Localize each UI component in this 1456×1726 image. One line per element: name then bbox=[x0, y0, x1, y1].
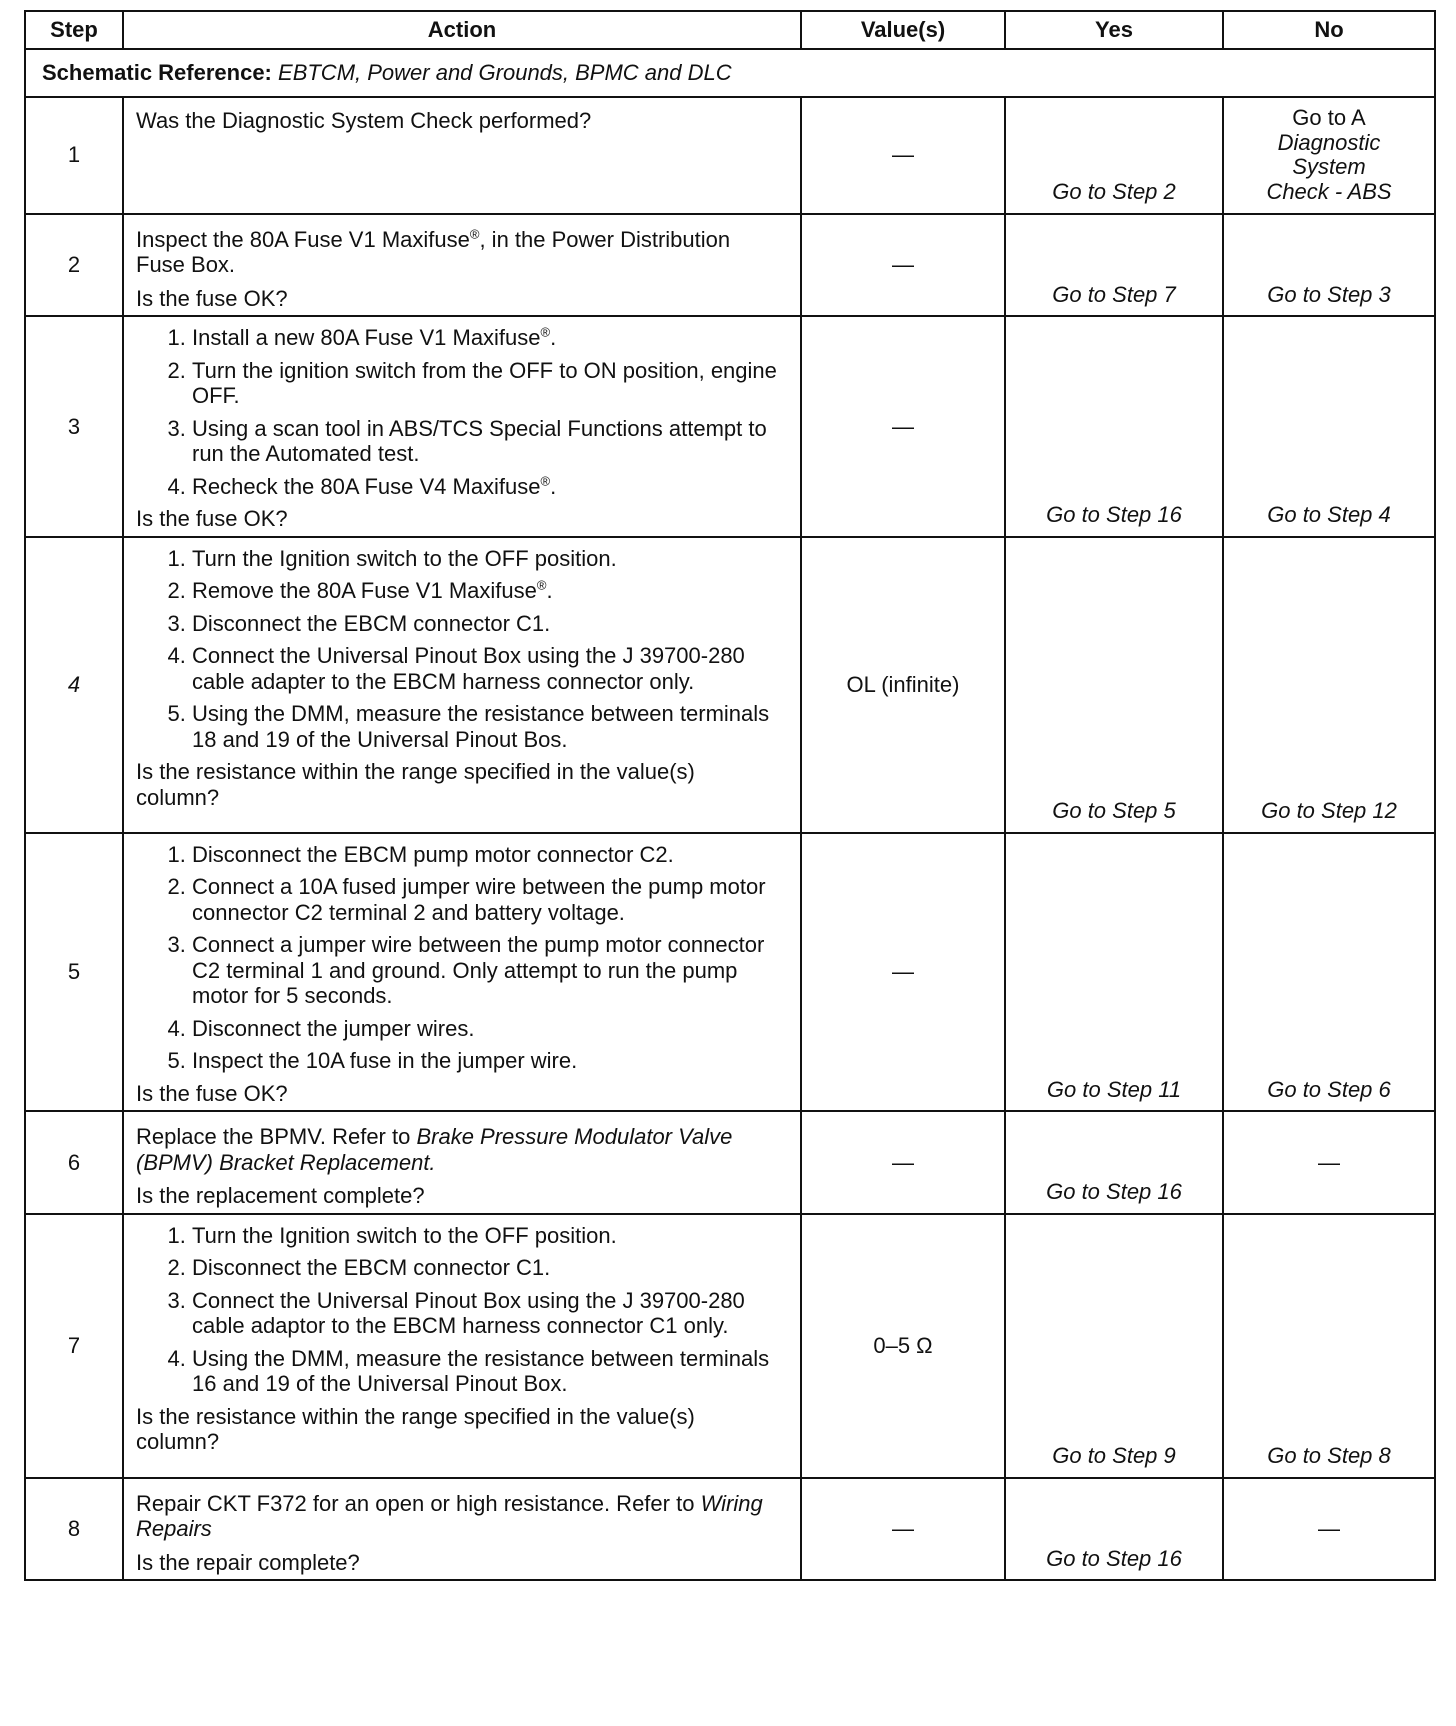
table-row bbox=[25, 1111, 1435, 1214]
table-row bbox=[25, 1478, 1435, 1581]
table-row bbox=[25, 214, 1435, 317]
action-cell bbox=[123, 214, 801, 317]
value-cell: — bbox=[801, 1111, 1005, 1214]
header-no: No bbox=[1223, 11, 1435, 49]
action-question: Is the repair complete? bbox=[136, 1549, 360, 1575]
action-question: Is the fuse OK? bbox=[136, 506, 288, 532]
yes-cell: Go to Step 9 bbox=[1005, 1214, 1223, 1478]
no-cell: — bbox=[1223, 1111, 1435, 1214]
step-number: 8 bbox=[25, 1478, 123, 1581]
action-item: 4. Disconnect the jumper wires. bbox=[192, 1016, 780, 1042]
action-text-reference: Wiring Repairs bbox=[136, 1490, 763, 1542]
no-cell: Go to Step 8 bbox=[1223, 1214, 1435, 1478]
action-text-plain: Replace the BPMV. Refer to bbox=[136, 1124, 417, 1150]
step-number: 2 bbox=[25, 214, 123, 317]
no-cell bbox=[1223, 97, 1435, 214]
table-row bbox=[25, 316, 1435, 537]
yes-cell: Go to Step 11 bbox=[1005, 833, 1223, 1112]
value-cell: — bbox=[801, 214, 1005, 317]
value-cell: — bbox=[801, 316, 1005, 537]
action-cell bbox=[123, 1214, 801, 1478]
action-item: 3. Using a scan tool in ABS/TCS Special Functions attempt to run the Automated test. bbox=[192, 416, 780, 467]
action-question: Is the resistance within the range specified in the value(s) column? bbox=[136, 1403, 695, 1455]
action-cell bbox=[123, 97, 801, 214]
action-list bbox=[136, 546, 780, 753]
action-item: 1. Disconnect the EBCM pump motor connector C2. bbox=[192, 842, 780, 868]
header-yes: Yes bbox=[1005, 11, 1223, 49]
no-cell: Go to Step 12 bbox=[1223, 537, 1435, 833]
action-item: 5. Using the DMM, measure the resistance between terminals 18 and 19 of the Universal Pinout Bos. bbox=[192, 701, 780, 752]
action-item: 2. Turn the ignition switch from the OFF to ON position, engine OFF. bbox=[192, 358, 780, 409]
value-cell: OL (infinite) bbox=[801, 537, 1005, 833]
action-item: 1. Turn the Ignition switch to the OFF position. bbox=[192, 546, 780, 572]
action-item: 4. Connect the Universal Pinout Box using the J 39700-280 cable adapter to the EBCM harness connector only. bbox=[192, 643, 780, 694]
action-item: 3. Connect the Universal Pinout Box using the J 39700-280 cable adaptor to the EBCM harness connector C1 only. bbox=[192, 1288, 780, 1339]
step-number: 5 bbox=[25, 833, 123, 1112]
yes-cell: Go to Step 2 bbox=[1005, 97, 1223, 214]
action-text: Was the Diagnostic System Check performed? bbox=[136, 108, 592, 133]
yes-cell: Go to Step 16 bbox=[1005, 1478, 1223, 1581]
schematic-text: EBTCM, Power and Grounds, BPMC and DLC bbox=[278, 60, 732, 86]
table-row bbox=[25, 1214, 1435, 1478]
action-question: Is the resistance within the range specified in the value(s) column? bbox=[136, 759, 695, 810]
yes-cell: Go to Step 16 bbox=[1005, 316, 1223, 537]
yes-cell: Go to Step 7 bbox=[1005, 214, 1223, 317]
yes-cell: Go to Step 16 bbox=[1005, 1111, 1223, 1214]
action-item: 1. Install a new 80A Fuse V1 Maxifuse®. bbox=[192, 325, 780, 351]
action-list bbox=[136, 1223, 780, 1397]
table-row bbox=[25, 833, 1435, 1112]
value-cell: 0–5 Ω bbox=[801, 1214, 1005, 1478]
action-item: 2. Remove the 80A Fuse V1 Maxifuse®. bbox=[192, 578, 780, 604]
action-cell bbox=[123, 1111, 801, 1214]
step-number: 4 bbox=[25, 537, 123, 833]
action-item: 4. Using the DMM, measure the resistance between terminals 16 and 19 of the Universal Pinout Box. bbox=[192, 1346, 780, 1397]
table-row bbox=[25, 537, 1435, 833]
no-line: Go to A bbox=[1292, 105, 1366, 130]
action-text-reference: Brake Pressure Modulator Valve (BPMV) Bracket Replacement. bbox=[136, 1124, 733, 1175]
action-text: Inspect the 80A Fuse V1 Maxifuse®, in the Power Distribution Fuse Box. bbox=[136, 226, 731, 278]
no-line: Check - ABS bbox=[1266, 178, 1392, 204]
schematic-label: Schematic Reference: bbox=[42, 60, 272, 86]
header-action: Action bbox=[123, 11, 801, 49]
diagnostic-table bbox=[24, 10, 1436, 1581]
yes-cell: Go to Step 5 bbox=[1005, 537, 1223, 833]
table-row bbox=[25, 97, 1435, 214]
step-number: 7 bbox=[25, 1214, 123, 1478]
action-cell bbox=[123, 1478, 801, 1581]
action-item: 3. Disconnect the EBCM connector C1. bbox=[192, 611, 780, 637]
value-cell: — bbox=[801, 1478, 1005, 1581]
schematic-row bbox=[25, 49, 1435, 97]
diagnostic-table-page bbox=[24, 10, 1434, 1581]
no-cell: — bbox=[1223, 1478, 1435, 1581]
action-item: 2. Connect a 10A fused jumper wire between the pump motor connector C2 terminal 2 and battery voltage. bbox=[192, 874, 780, 925]
action-cell bbox=[123, 537, 801, 833]
action-item: 1. Turn the Ignition switch to the OFF position. bbox=[192, 1223, 780, 1249]
action-question: Is the fuse OK? bbox=[136, 1080, 288, 1106]
action-list bbox=[136, 842, 780, 1074]
action-item: 3. Connect a jumper wire between the pump motor connector C2 terminal 1 and ground. Only attempt to run the pump motor for 5 seconds. bbox=[192, 932, 780, 1009]
header-values: Value(s) bbox=[801, 11, 1005, 49]
action-text bbox=[136, 1491, 780, 1542]
no-line: Diagnostic bbox=[1277, 129, 1381, 155]
step-number: 6 bbox=[25, 1111, 123, 1214]
action-item: 2. Disconnect the EBCM connector C1. bbox=[192, 1255, 780, 1281]
action-text bbox=[136, 1124, 780, 1175]
action-text-plain: Repair CKT F372 for an open or high resistance. Refer to bbox=[136, 1490, 701, 1516]
header-row bbox=[25, 11, 1435, 49]
step-number: 3 bbox=[25, 316, 123, 537]
action-cell bbox=[123, 833, 801, 1112]
header-step: Step bbox=[25, 11, 123, 49]
no-cell: Go to Step 4 bbox=[1223, 316, 1435, 537]
action-item: 5. Inspect the 10A fuse in the jumper wire. bbox=[192, 1048, 780, 1074]
no-cell: Go to Step 6 bbox=[1223, 833, 1435, 1112]
value-cell: — bbox=[801, 97, 1005, 214]
action-question: Is the replacement complete? bbox=[136, 1183, 425, 1209]
action-list bbox=[136, 325, 780, 499]
action-item: 4. Recheck the 80A Fuse V4 Maxifuse®. bbox=[192, 474, 780, 500]
no-cell: Go to Step 3 bbox=[1223, 214, 1435, 317]
value-cell: — bbox=[801, 833, 1005, 1112]
action-question: Is the fuse OK? bbox=[136, 285, 288, 311]
no-line: System bbox=[1292, 154, 1366, 180]
step-number: 1 bbox=[25, 97, 123, 214]
schematic-reference bbox=[25, 49, 1435, 97]
action-cell bbox=[123, 316, 801, 537]
